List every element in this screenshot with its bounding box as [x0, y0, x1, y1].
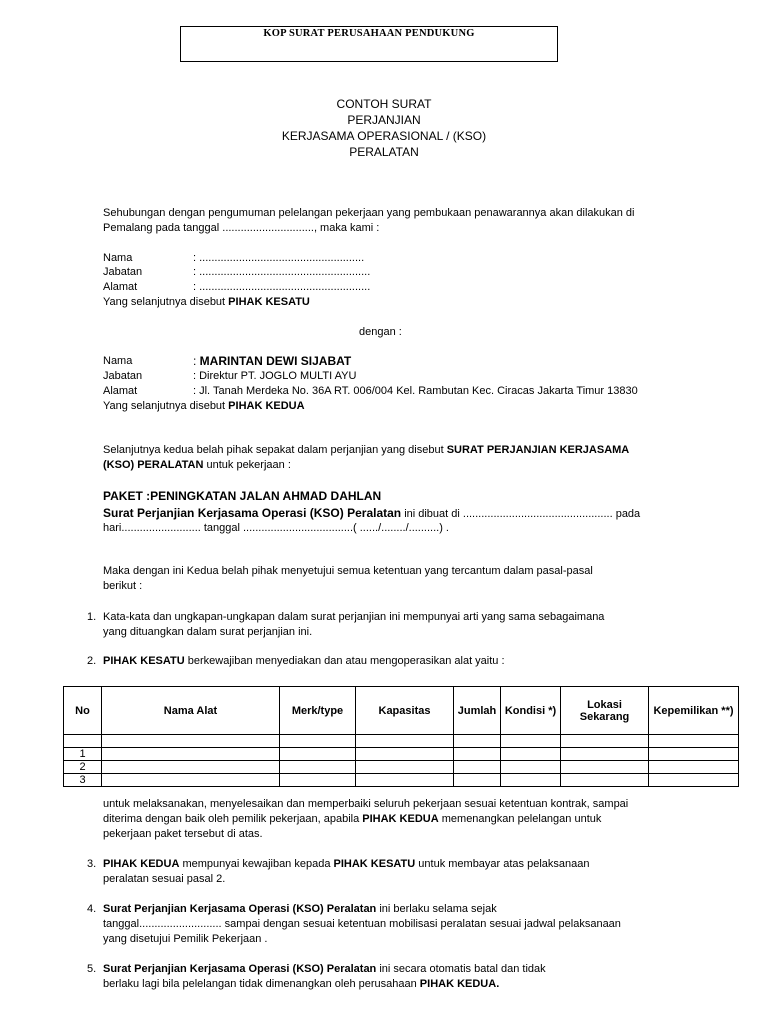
pihak2-nama-label: Nama — [103, 355, 133, 367]
letterhead-box — [180, 26, 558, 62]
after-table-line-2 — [103, 813, 601, 825]
table-cell — [501, 774, 561, 787]
table-cell — [454, 761, 501, 774]
pihak2-disebut-bold: PIHAK KEDUA — [228, 400, 305, 412]
item-1-line-1: Kata-kata dan ungkapan-ungkapan dalam surat perjanjian ini mempunyai arti yang sama sebagaimana — [103, 611, 605, 623]
title-line-1: CONTOH SURAT — [336, 97, 432, 111]
pihak1-jabatan-label: Jabatan — [103, 266, 143, 278]
table-cell — [649, 761, 739, 774]
maka-line-1: Maka dengan ini Kedua belah pihak menyetujui semua ketentuan yang tercantum dalam pasal-pasal — [103, 565, 593, 577]
table-row — [64, 735, 739, 748]
table-cell — [356, 761, 454, 774]
table-cell — [356, 735, 454, 748]
intro-line-1: Sehubungan dengan pengumuman pelelangan pekerjaan yang pembukaan penawarannya akan dilakukan di — [103, 207, 635, 219]
item-1-number: 1. — [87, 611, 97, 623]
intro-line-2: Pemalang pada tanggal .............................., maka kami : — [103, 222, 380, 234]
header-jumlah: Jumlah — [454, 687, 501, 735]
table-cell — [649, 774, 739, 787]
item-3-bold-2: PIHAK KESATU — [333, 858, 416, 870]
title-line-4: PERALATAN — [349, 145, 419, 159]
pihak1-nama-label: Nama — [103, 252, 133, 264]
pihak2-nama-bold: MARINTAN DEWI SIJABAT — [199, 354, 352, 368]
table-cell — [501, 748, 561, 761]
header-no: No — [64, 687, 102, 735]
item-3-line-2: peralatan sesuai pasal 2. — [103, 873, 226, 885]
item-1-line-2: yang dituangkan dalam surat perjanjian ini. — [103, 626, 313, 638]
item-4-line-2: tanggal........................... sampai dengan sesuai ketentuan mobilisasi peralatan sesuai jadwal pelaksanaan — [103, 918, 621, 930]
pihak2-alamat-value: : Jl. Tanah Merdeka No. 36A RT. 006/004 Kel. Rambutan Kec. Ciracas Jakarta Timur 13830 — [193, 385, 638, 397]
table-cell — [280, 761, 356, 774]
row-number: 1 — [64, 748, 102, 761]
item-5-line-2-text: berlaku lagi bila pelelangan tidak dimenangkan oleh perusahaan — [103, 978, 417, 990]
table-cell — [102, 735, 280, 748]
table-cell — [501, 735, 561, 748]
after-table-bold: PIHAK KEDUA — [362, 813, 439, 825]
item-2-line — [103, 655, 505, 667]
row-number: 3 — [64, 774, 102, 787]
pihak1-disebut-text: Yang selanjutnya disebut — [103, 296, 226, 308]
table-cell — [454, 735, 501, 748]
sepakat-pekerjaan: untuk pekerjaan : — [206, 459, 291, 471]
pihak2-jabatan-label: Jabatan — [103, 370, 143, 382]
pihak1-nama-value: : ...................................................... — [193, 252, 365, 264]
table-cell — [501, 761, 561, 774]
letterhead-text: KOP SURAT PERUSAHAAN PENDUKUNG — [263, 28, 475, 39]
row-number: 2 — [64, 761, 102, 774]
pihak1-jabatan-value: : ........................................................ — [193, 266, 371, 278]
pihak1-disebut-bold: PIHAK KESATU — [228, 296, 310, 308]
pihak1-disebut — [103, 296, 310, 308]
header-kepemilikan: Kepemilikan **) — [649, 687, 739, 735]
item-5-line-2-bold: PIHAK KEDUA. — [419, 978, 500, 990]
item-4-number: 4. — [87, 903, 97, 915]
item-5-bold: Surat Perjanjian Kerjasama Operasi (KSO) Peralatan — [103, 963, 377, 975]
pihak1-alamat-label: Alamat — [103, 281, 138, 293]
pihak2-disebut — [103, 400, 305, 412]
header-nama-alat: Nama Alat — [102, 687, 280, 735]
table-cell — [102, 774, 280, 787]
item-3-text-2: untuk membayar atas pelaksanaan — [418, 858, 590, 870]
table-cell — [64, 735, 102, 748]
item-3-text-1: mempunyai kewajiban kepada — [182, 858, 331, 870]
table-cell — [649, 735, 739, 748]
table-cell — [280, 735, 356, 748]
table-cell — [280, 748, 356, 761]
sepakat-kso-bold: (KSO) PERALATAN — [103, 459, 204, 471]
dibuat-bold: Surat Perjanjian Kerjasama Operasi (KSO) Peralatan — [103, 506, 402, 520]
header-kapasitas: Kapasitas — [356, 687, 454, 735]
title-line-2: PERJANJIAN — [347, 113, 421, 127]
maka-line-2: berikut : — [103, 580, 143, 592]
table-cell — [561, 761, 649, 774]
pihak1-alamat-value: : ........................................................ — [193, 281, 371, 293]
table-row — [64, 761, 739, 774]
after-table-line-3: pekerjaan paket tersebut di atas. — [103, 828, 263, 840]
pihak2-nama-value: : MARINTAN DEWI SIJABAT — [193, 354, 352, 368]
paket-title: PAKET :PENINGKATAN JALAN AHMAD DAHLAN — [103, 489, 382, 503]
sepakat-line-1 — [103, 444, 629, 456]
item-4-line-1 — [103, 903, 497, 915]
table-cell — [356, 774, 454, 787]
item-3-number: 3. — [87, 858, 97, 870]
dibuat-line-1 — [103, 506, 640, 520]
table-cell — [102, 748, 280, 761]
table-cell — [649, 748, 739, 761]
after-table-line-1: untuk melaksanakan, menyelesaikan dan memperbaiki seluruh pekerjaan sesuai ketentuan kontrak, sampai — [103, 798, 629, 810]
table-cell — [561, 748, 649, 761]
after-table-text: diterima dengan baik oleh pemilik pekerjaan, apabila — [103, 813, 360, 825]
item-3-bold-1: PIHAK KEDUA — [103, 858, 180, 870]
item-5-line-2 — [103, 978, 499, 990]
pihak2-jabatan-value: : Direktur PT. JOGLO MULTI AYU — [193, 370, 357, 382]
item-3-line-1 — [103, 858, 590, 870]
equipment-table — [63, 686, 739, 787]
header-lokasi: Lokasi Sekarang — [561, 687, 649, 735]
item-2-text: berkewajiban menyediakan dan atau mengoperasikan alat yaitu : — [187, 655, 505, 667]
table-cell — [356, 748, 454, 761]
table-cell — [561, 735, 649, 748]
item-4-line-3: yang disetujui Pemilik Pekerjaan . — [103, 933, 268, 945]
item-2-number: 2. — [87, 655, 97, 667]
table-row — [64, 774, 739, 787]
pihak2-alamat-label: Alamat — [103, 385, 138, 397]
item-5-line-1 — [103, 963, 546, 975]
table-cell — [561, 774, 649, 787]
dibuat-line-2: hari.......................... tanggal ....................................( ....../......../..........) . — [103, 522, 449, 534]
sepakat-line-2 — [103, 459, 291, 471]
sepakat-bold: SURAT PERJANJIAN KERJASAMA — [446, 444, 630, 456]
item-5-number: 5. — [87, 963, 97, 975]
item-5-text: ini secara otomatis batal dan tidak — [379, 963, 546, 975]
title-line-3: KERJASAMA OPERASIONAL / (KSO) — [281, 129, 487, 143]
table-cell — [454, 774, 501, 787]
item-4-bold: Surat Perjanjian Kerjasama Operasi (KSO) Peralatan — [103, 903, 377, 915]
pihak2-disebut-text: Yang selanjutnya disebut — [103, 400, 226, 412]
table-cell — [102, 761, 280, 774]
table-header-row — [64, 687, 739, 735]
table-cell — [280, 774, 356, 787]
item-2-bold: PIHAK KESATU — [103, 655, 185, 667]
table-row — [64, 748, 739, 761]
table-cell — [454, 748, 501, 761]
dibuat-text: ini dibuat di ................................................. pada — [404, 508, 641, 520]
header-merk: Merk/type — [280, 687, 356, 735]
dengan-label: dengan : — [359, 326, 402, 338]
header-kondisi: Kondisi *) — [501, 687, 561, 735]
item-4-text: ini berlaku selama sejak — [379, 903, 497, 915]
sepakat-text: Selanjutnya kedua belah pihak sepakat dalam perjanjian yang disebut — [103, 444, 444, 456]
after-table-tail: memenangkan pelelangan untuk — [441, 813, 602, 825]
